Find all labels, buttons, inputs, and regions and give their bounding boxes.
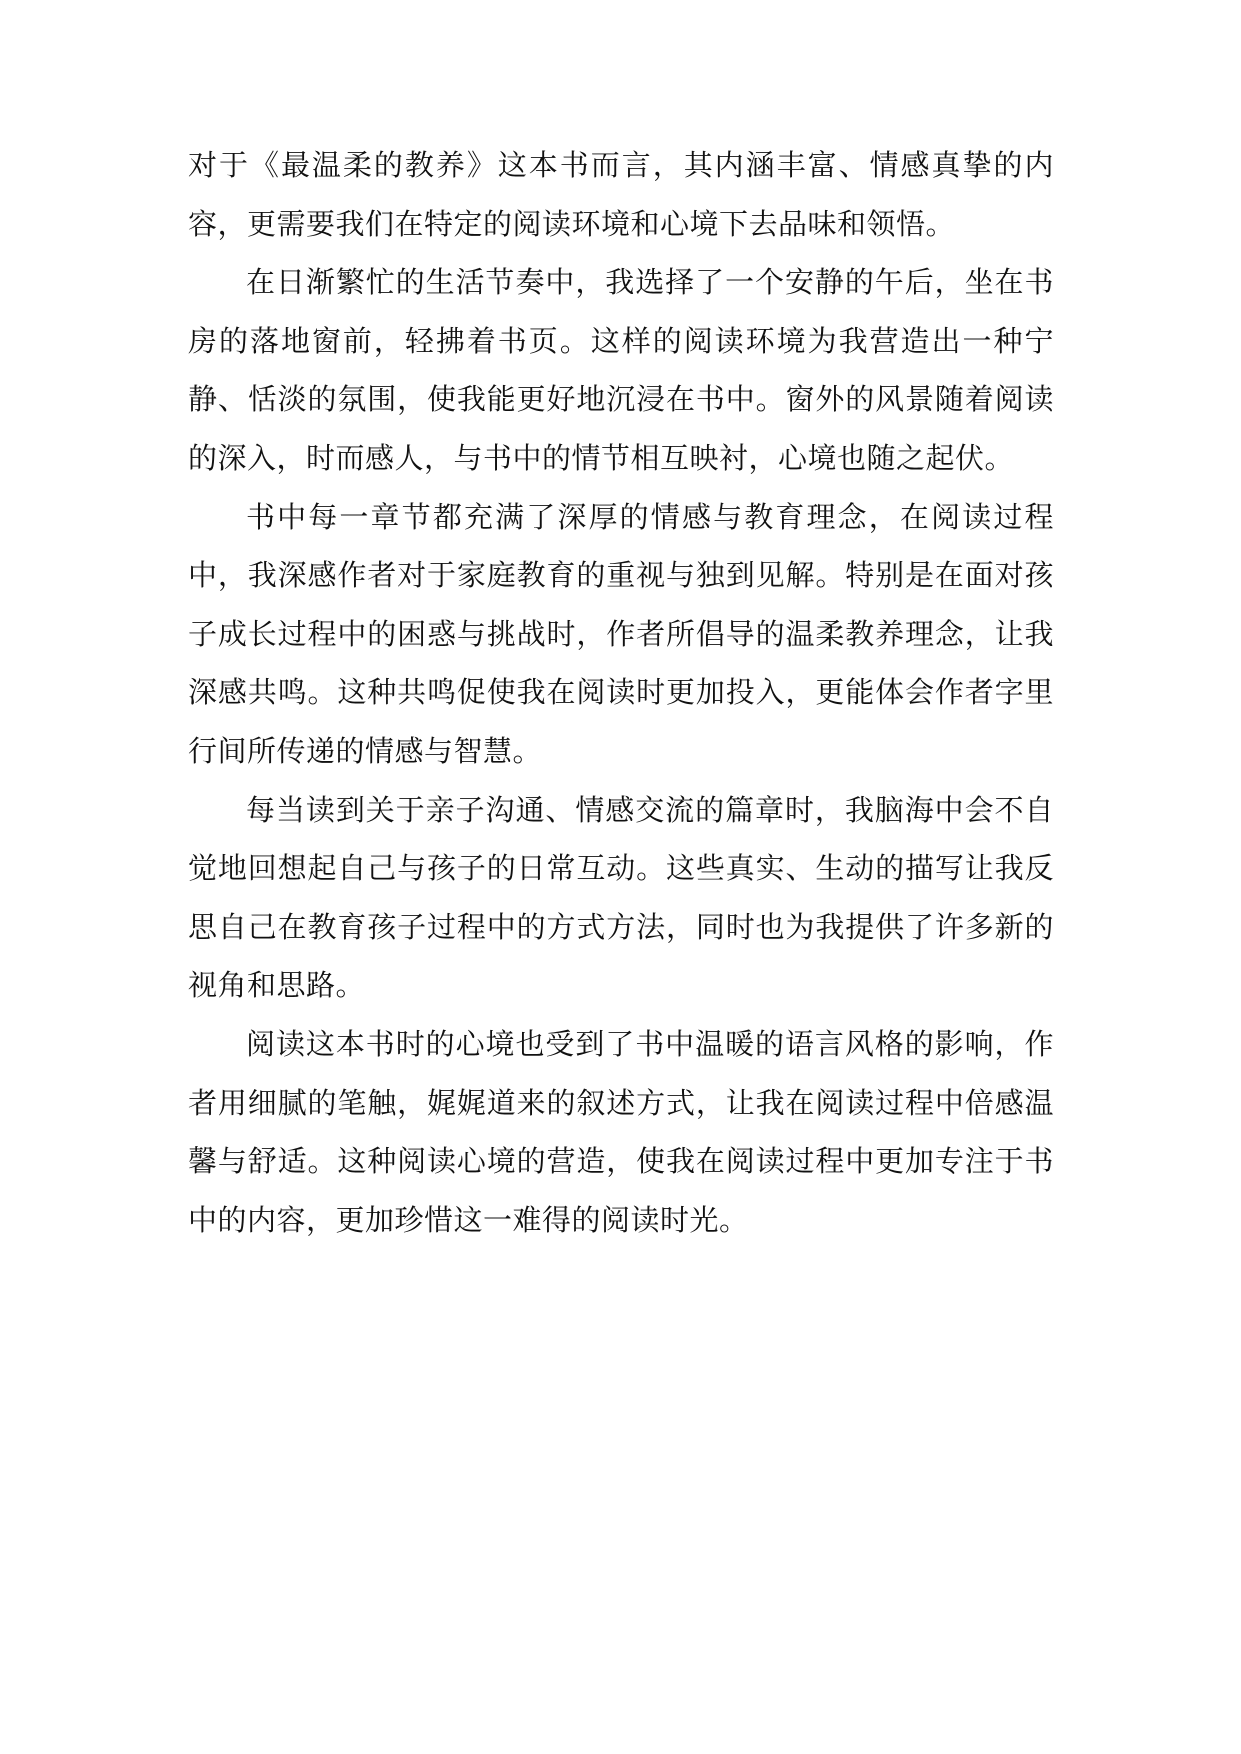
paragraph-3: 书中每一章节都充满了深厚的情感与教育理念，在阅读过程中，我深感作者对于家庭教育的重视与独到见解。特别是在面对孩子成长过程中的困惑与挑战时，作者所倡导的温柔教养理念，让我深感共鸣。这种共鸣促使我在阅读时更加投入，更能体会作者字里行间所传递的情感与智慧。: [188, 499, 1054, 768]
paragraph-5: 阅读这本书时的心境也受到了书中温暖的语言风格的影响，作者用细腻的笔触，娓娓道来的叙述方式，让我在阅读过程中倍感温馨与舒适。这种阅读心境的营造，使我在阅读过程中更加专注于书中的内容，更加珍惜这一难得的阅读时光。: [188, 1026, 1054, 1237]
document-body: [188, 136, 1054, 1249]
paragraph-4: 每当读到关于亲子沟通、情感交流的篇章时，我脑海中会不自觉地回想起自己与孩子的日常互动。这些真实、生动的描写让我反思自己在教育孩子过程中的方式方法，同时也为我提供了许多新的视角和思路。: [188, 792, 1054, 1003]
paragraph-1: 对于《最温柔的教养》这本书而言，其内涵丰富、情感真挚的内容，更需要我们在特定的阅读环境和心境下去品味和领悟。: [188, 148, 1054, 241]
paragraph-2: 在日渐繁忙的生活节奏中，我选择了一个安静的午后，坐在书房的落地窗前，轻拂着书页。这样的阅读环境为我营造出一种宁静、恬淡的氛围，使我能更好地沉浸在书中。窗外的风景随着阅读的深入，时而感人，与书中的情节相互映衬，心境也随之起伏。: [188, 265, 1054, 475]
